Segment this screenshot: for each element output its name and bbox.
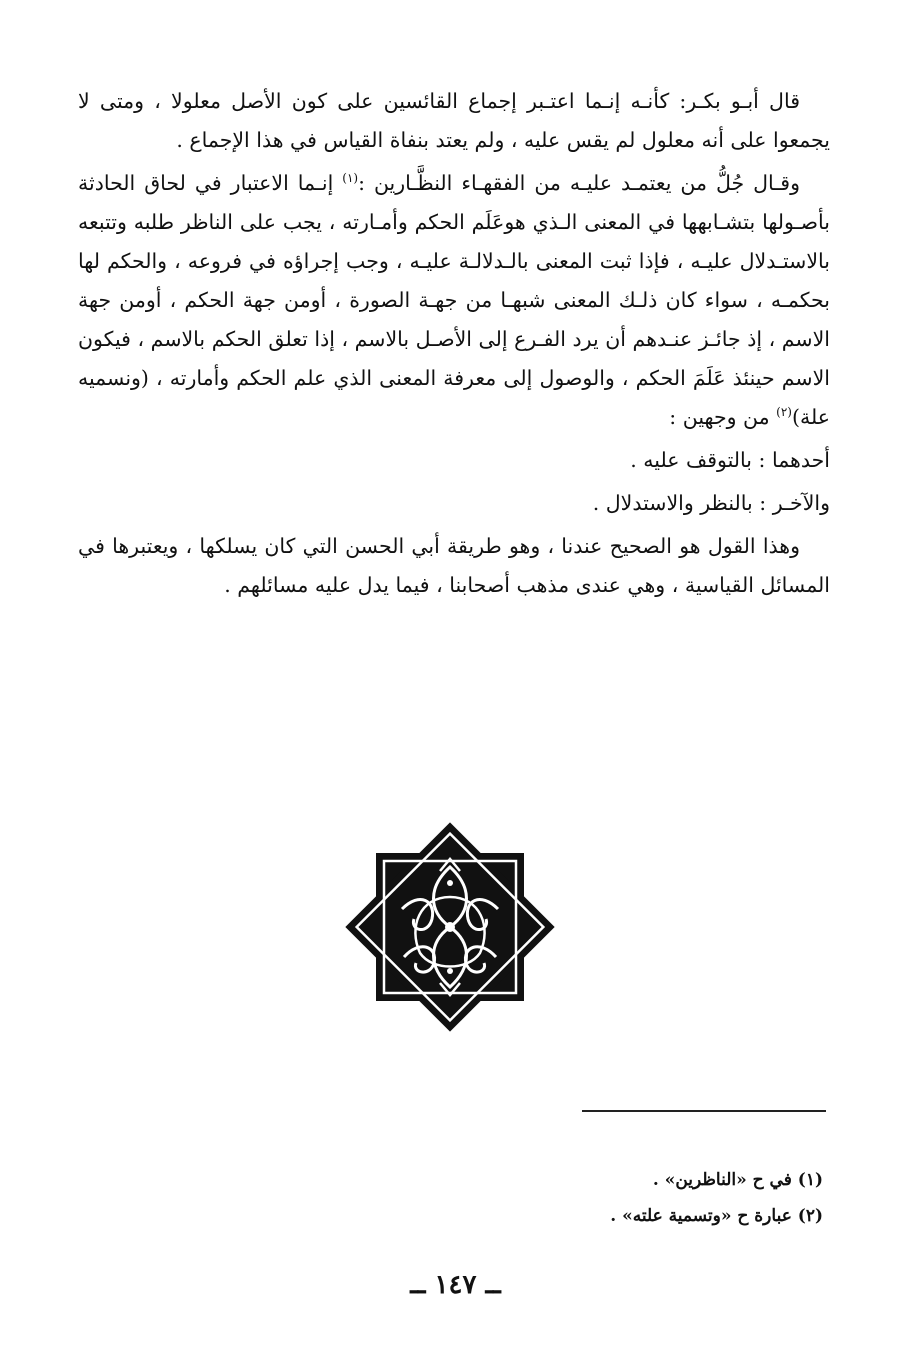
paragraph-jurists xyxy=(78,164,830,437)
paragraph-text: قال أبـو بكـر: كأنـه إنـما اعتـبر إجماع القائسين على كون الأصل معلولا ، ومتى لا يجمعوا على أنه معلول لم يقس عليه ، ولم يعتد بنفاة القياس في هذا الإجماع . xyxy=(78,89,830,152)
item-label: والآخـر : xyxy=(759,491,830,515)
footnote-reference-2: (٢) xyxy=(776,405,792,420)
paragraph-closing xyxy=(78,527,830,605)
item-text: بالنظر والاستدلال . xyxy=(592,491,753,515)
paragraph-text: من وجهين : xyxy=(669,405,777,429)
paragraph-text: إنـما الاعتبار في لحاق الحادثة بأصـولها بتشـابهها في المعنى الـذي هوعَلَم الحكم وأمـارته ، يجب على الناظر طلبه وتتبعه بالاستـدلال عليـه ، فإذا ثبت المعنى بالـدلالـة عليـه ، وجب إجراؤه في فروعه ، والحكم لها بحكمـه ، سواء كان ذلـك المعنى شبهـا من جهـة الصورة ، أومن جهة الحكم ، أومن جهة الاسم ، إذ جائـز عنـدهم أن يرد الفـرع إلى الأصـل بالاسم ، إذا تعلق الحكم بالاسم ، فيكون الاسم حينئذ عَلَمَ الحكم ، والوصول إلى معرفة المعنى الذي علم الحكم وأمارته ، (ونسميه علة) xyxy=(78,171,830,429)
paragraph-text: وقـال جُلُّ من يعتمـد عليـه من الفقهـاء النظَّـارين : xyxy=(358,171,800,195)
star-arabesque-ornament-icon xyxy=(345,822,555,1032)
list-item xyxy=(78,441,830,480)
footnote-1: (١) في ح «الناظرين» . xyxy=(652,1170,823,1190)
footnote-reference-1: (١) xyxy=(342,171,359,186)
item-text: بالتوقف عليه . xyxy=(630,448,752,472)
footnote-2: (٢) عبارة ح «وتسمية علته» . xyxy=(610,1206,823,1226)
paragraph-text: وهذا القول هو الصحيح عندنا ، وهو طريقة أبي الحسن التي كان يسلكها ، ويعتبرها في المسائل القياسية ، وهي عندى مذهب أصحابنا ، فيما يدل عليه مسائلهم . xyxy=(78,534,830,597)
page-number: ــ ١٤٧ ــ xyxy=(410,1270,501,1300)
footnotes xyxy=(323,1162,823,1234)
paragraph-abu-bakr xyxy=(78,82,830,160)
list-item xyxy=(78,484,830,523)
item-label: أحدهما : xyxy=(758,448,830,472)
main-text xyxy=(78,82,830,605)
footnote-separator xyxy=(582,1110,826,1112)
